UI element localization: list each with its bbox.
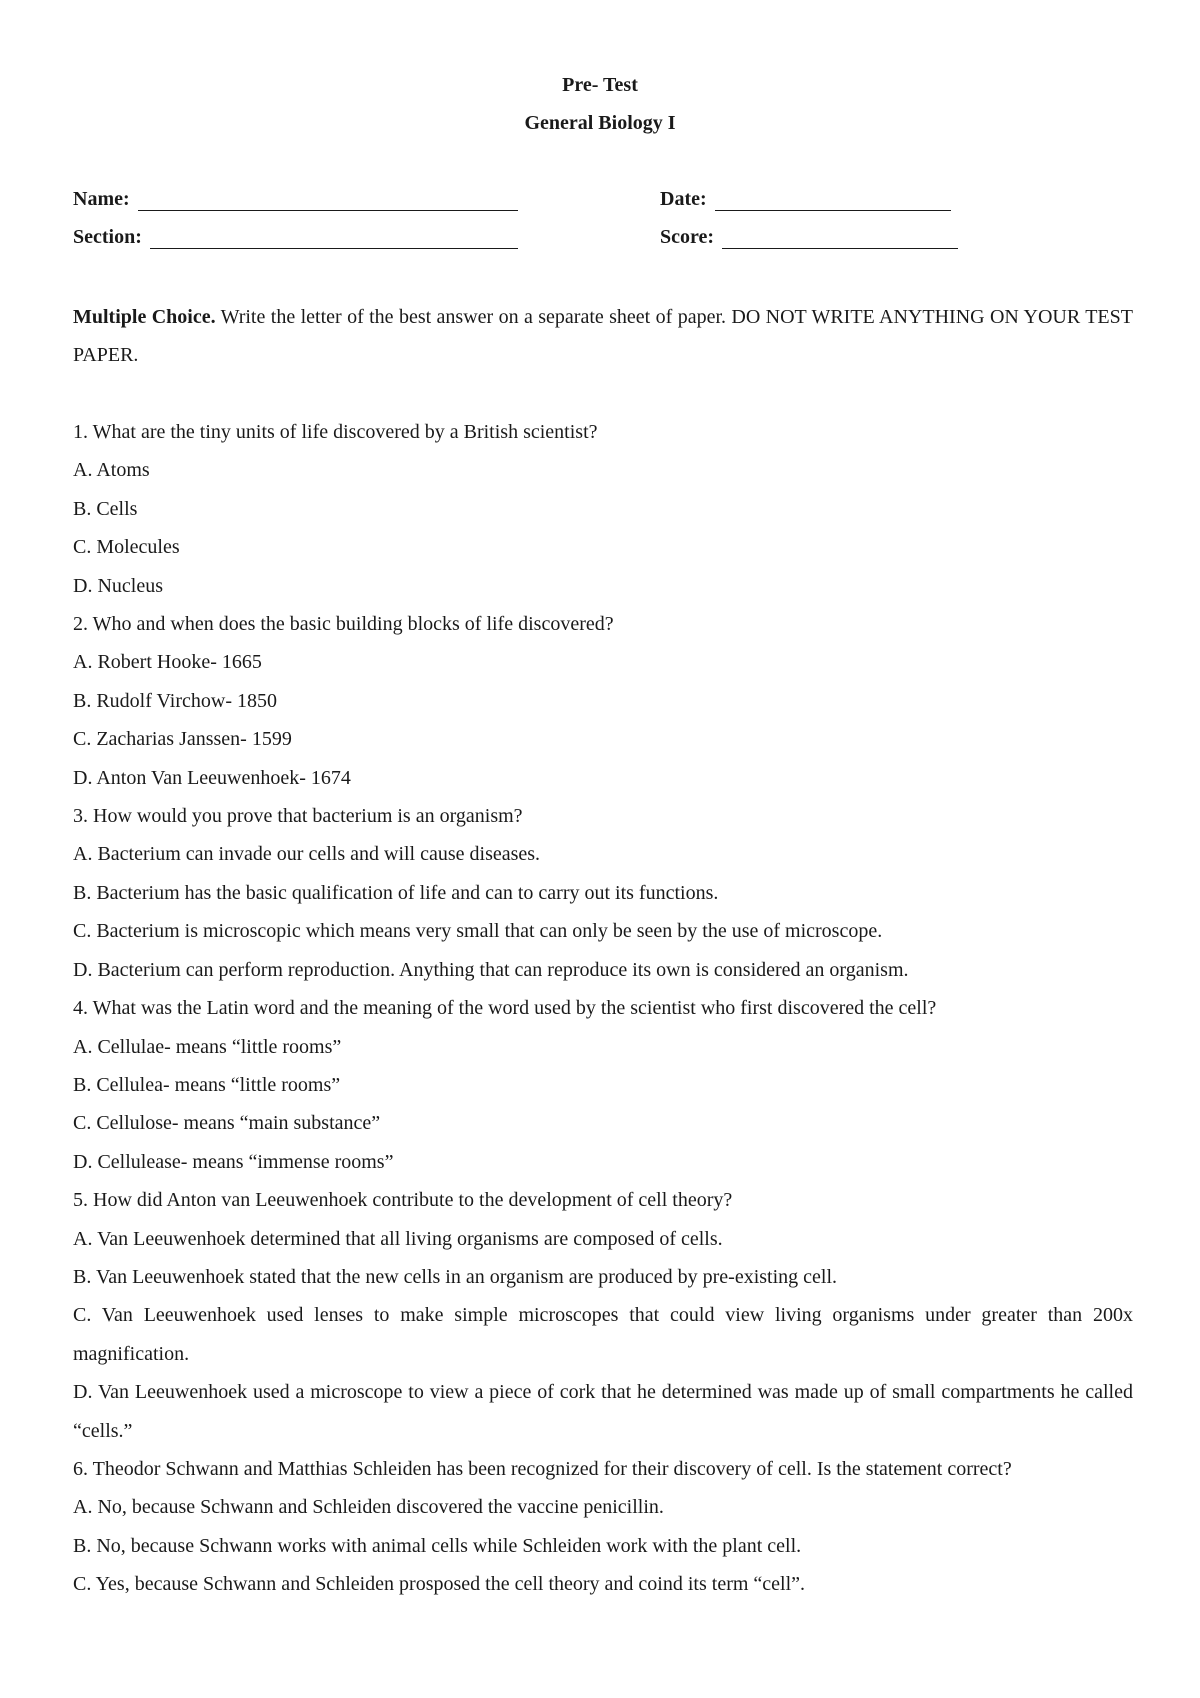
score-field — [660, 226, 958, 249]
instructions — [73, 298, 1133, 374]
question-3: 3. How would you prove that bacterium is an organism? — [73, 805, 523, 828]
choice-3b: B. Bacterium has the basic qualification of life and can to carry out its functions. — [73, 881, 719, 904]
choice-4a: A. Cellulae- means “little rooms” — [73, 1035, 342, 1058]
question-list — [73, 413, 1133, 1604]
choice-5d: D. Van Leeuwenhoek used a microscope to view a piece of cork that he determined was made up of small compartments he called “cells.” — [73, 1381, 1133, 1442]
section-label: Section: — [73, 226, 142, 248]
choice-4d: D. Cellulease- means “immense rooms” — [73, 1150, 394, 1173]
section-field — [73, 226, 518, 249]
name-field — [73, 188, 518, 211]
choice-1b: B. Cells — [73, 497, 138, 520]
choice-2d: D. Anton Van Leeuwenhoek- 1674 — [73, 766, 351, 789]
question-2: 2. Who and when does the basic building blocks of life discovered? — [73, 613, 614, 636]
instructions-lead: Multiple Choice. — [73, 306, 216, 328]
choice-4c: C. Cellulose- means “main substance” — [73, 1112, 381, 1135]
question-6: 6. Theodor Schwann and Matthias Schleiden has been recognized for their discovery of cell. Is the statement correct? — [73, 1457, 1012, 1480]
choice-5a: A. Van Leeuwenhoek determined that all living organisms are composed of cells. — [73, 1227, 723, 1250]
question-5: 5. How did Anton van Leeuwenhoek contribute to the development of cell theory? — [73, 1189, 733, 1212]
date-field — [660, 188, 951, 211]
choice-1d: D. Nucleus — [73, 574, 163, 597]
score-blank-line — [722, 230, 958, 249]
name-label: Name: — [73, 188, 130, 210]
choice-5c: C. Van Leeuwenhoek used lenses to make simple microscopes that could view living organisms under greater than 200x magnification. — [73, 1304, 1133, 1365]
choice-2c: C. Zacharias Janssen- 1599 — [73, 728, 292, 751]
section-blank-line — [150, 230, 518, 249]
choice-6b: B. No, because Schwann works with animal cells while Schleiden work with the plant cell. — [73, 1534, 802, 1557]
question-4: 4. What was the Latin word and the meaning of the word used by the scientist who first discovered the cell? — [73, 997, 937, 1020]
score-label: Score: — [660, 226, 715, 248]
page-title: Pre- Test — [562, 74, 638, 96]
instructions-text: Write the letter of the best answer on a separate sheet of paper. DO NOT WRITE ANYTHING ON YOUR TEST PAPER. — [73, 306, 1133, 366]
choice-6c: C. Yes, because Schwann and Schleiden prosposed the cell theory and coind its term “cell”. — [73, 1573, 806, 1596]
page-subtitle: General Biology I — [524, 112, 676, 134]
choice-6a: A. No, because Schwann and Schleiden discovered the vaccine penicillin. — [73, 1496, 664, 1519]
question-1: 1. What are the tiny units of life discovered by a British scientist? — [73, 421, 598, 443]
choice-1c: C. Molecules — [73, 536, 180, 559]
choice-3d: D. Bacterium can perform reproduction. Anything that can reproduce its own is considered an organism. — [73, 958, 909, 981]
choice-1a: A. Atoms — [73, 459, 150, 482]
choice-2b: B. Rudolf Virchow- 1850 — [73, 689, 277, 712]
choice-5b: B. Van Leeuwenhoek stated that the new cells in an organism are produced by pre-existing cell. — [73, 1265, 838, 1288]
choice-4b: B. Cellulea- means “little rooms” — [73, 1073, 341, 1096]
choice-3c: C. Bacterium is microscopic which means very small that can only be seen by the use of microscope. — [73, 920, 883, 943]
date-blank-line — [715, 192, 951, 211]
date-label: Date: — [660, 188, 707, 210]
choice-3a: A. Bacterium can invade our cells and will cause diseases. — [73, 843, 541, 866]
name-blank-line — [138, 192, 518, 211]
choice-2a: A. Robert Hooke- 1665 — [73, 651, 262, 674]
